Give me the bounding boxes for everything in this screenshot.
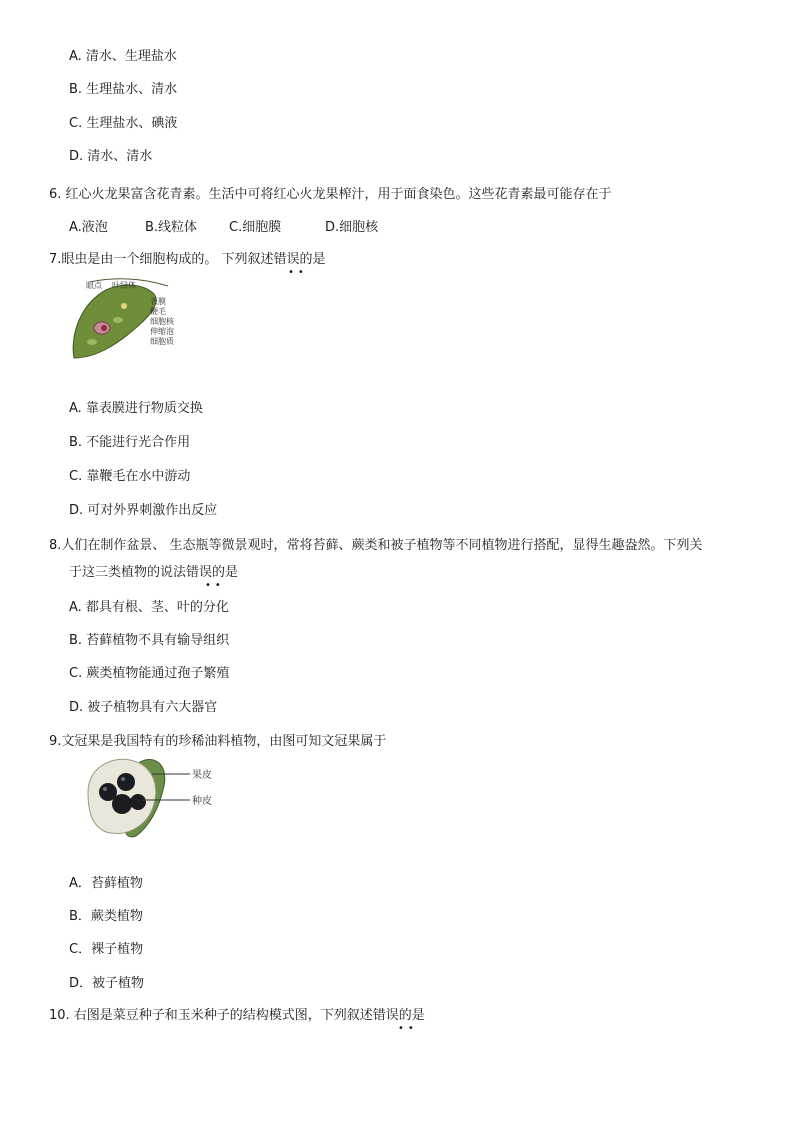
chloroplast	[87, 339, 97, 345]
xanthoceras-figure	[82, 752, 222, 842]
q5-option-b: B. 生理盐水、清水	[69, 82, 178, 97]
q6-option-a: A.液泡	[69, 220, 108, 235]
q9-option-a: A．苔藓植物	[69, 876, 143, 891]
euglena-figure	[68, 276, 180, 368]
q5-option-d: D. 清水、清水	[69, 149, 153, 164]
q7-option-b: B. 不能进行光合作用	[69, 435, 191, 450]
q9-option-c: C．裸子植物	[69, 942, 144, 957]
q6-option-c: C.细胞膜	[229, 220, 282, 235]
q9-option-d: D．被子植物	[69, 976, 145, 991]
q6-options	[69, 219, 378, 237]
q7-option-d: D. 可对外界刺激作出反应	[69, 503, 218, 518]
q8-option-c: C. 蕨类植物能通过孢子繁殖	[69, 666, 230, 681]
label-chloroplast: 叶绿体	[112, 281, 136, 290]
chloroplast	[113, 317, 123, 323]
seed	[130, 794, 146, 810]
label-cytoplasm: 细胞质	[150, 337, 174, 346]
q6-option-d: D.细胞核	[325, 220, 379, 235]
nucleolus	[101, 325, 107, 331]
label-pericarp: 果皮	[192, 770, 212, 781]
eyespot	[121, 303, 127, 309]
q6-option-b: B.线粒体	[145, 220, 198, 235]
q8-option-a: A. 都具有根、茎、叶的分化	[69, 600, 229, 615]
q10-stem: 10. 右图是菜豆种子和玉米种子的结构模式图，下列叙述错误的是	[49, 1008, 425, 1023]
q5-option-c: C. 生理盐水、碘液	[69, 116, 178, 131]
seed-highlight	[103, 787, 107, 791]
seed-highlight	[121, 777, 125, 781]
q5-option-a: A. 清水、生理盐水	[69, 49, 177, 64]
q7-stem: 7.眼虫是由一个细胞构成的。 下列叙述错误的是	[49, 252, 326, 267]
q9-option-b: B．蕨类植物	[69, 909, 143, 924]
q8-stem-line2: 于这三类植物的说法错误的是	[69, 565, 239, 580]
label-contractile-vacuole: 伸缩泡	[150, 327, 174, 336]
seed	[117, 773, 135, 791]
q7-emphasis-dots: ••	[288, 267, 308, 278]
q8-stem-line1: 8.人们在制作盆景、 生态瓶等微景观时，常将苔藓、蕨类和被子植物等不同植物进行搭配，显得生趣盎然。下列关	[49, 538, 703, 553]
label-nucleus: 细胞核	[150, 317, 174, 326]
q8-option-d: D. 被子植物具有六大器官	[69, 700, 218, 715]
label-flagellum: 鞭毛	[150, 307, 166, 316]
label-eyespot: 眼点	[86, 281, 102, 290]
q9-stem: 9.文冠果是我国特有的珍稀油料植物，由图可知文冠果属于	[49, 734, 387, 749]
seed	[112, 794, 132, 814]
q8-emphasis-dots: ••	[205, 580, 225, 591]
q10-emphasis-dots: ••	[398, 1023, 418, 1034]
q6-stem: 6. 红心火龙果富含花青素。生活中可将红心火龙果榨汁，用于面食染色。这些花青素最可能存在于	[49, 187, 612, 202]
q8-option-b: B. 苔藓植物不具有输导组织	[69, 633, 230, 648]
label-seed-coat: 种皮	[192, 796, 212, 807]
q7-option-c: C. 靠鞭毛在水中游动	[69, 469, 191, 484]
q7-option-a: A. 靠表膜进行物质交换	[69, 401, 203, 416]
label-pellicle: 表膜	[150, 297, 166, 306]
